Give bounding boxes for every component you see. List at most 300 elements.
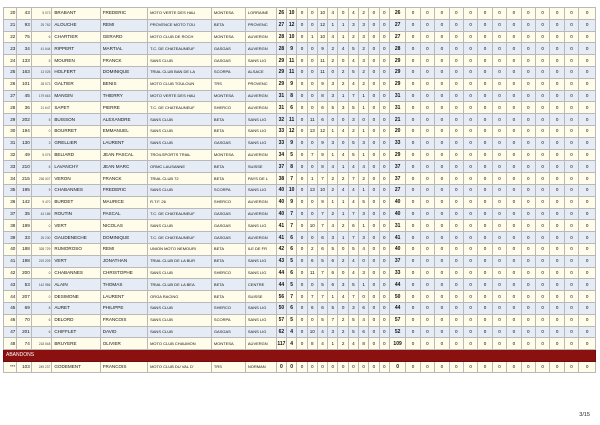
table-cell: 27 [389,19,405,31]
table-cell: 0 [420,255,434,267]
table-cell: T.C. DE CHATEAUNEUF [148,43,212,55]
table-cell: 7 [307,149,317,161]
table-cell: 50 [389,291,405,303]
table-cell: 0 [478,267,492,279]
table-cell: 0 [492,55,506,67]
table-cell: 0 [297,302,307,314]
table-cell: 0 [449,31,463,43]
table-cell: GASGAS [211,43,245,55]
table-cell: 0 [478,114,492,126]
table-cell: 0 [535,220,549,232]
table-cell: 0 [307,66,317,78]
table-cell: 0 [307,161,317,173]
table-cell: 1 [307,31,317,43]
table-cell: 117 [276,338,286,350]
table-cell: JONATHAN [100,255,147,267]
table-cell: 29 [276,55,286,67]
table-cell: 26 [276,8,286,20]
table-row [4,19,596,31]
table-cell: 0 [379,220,389,232]
table-cell: 0 [307,19,317,31]
table-cell: 0 [369,220,379,232]
table-cell: 0 [579,66,596,78]
table-cell: 7 [348,90,358,102]
table-cell: 4 [359,243,369,255]
table-cell: 0 [564,326,578,338]
table-cell: 0 [406,184,420,196]
table-cell: 9 470 [31,196,52,208]
table-cell: 0 [579,8,596,20]
table-cell: 4 [287,338,297,350]
table-cell: 6 [287,102,297,114]
table-cell: 3 [31,137,52,149]
table-cell: SANS LIG [245,302,276,314]
table-cell: 0 [564,220,578,232]
table-cell: 12 [287,125,297,137]
table-cell: 2 [328,184,338,196]
table-cell: BOURRET [52,125,100,137]
table-cell: 5 075 [31,149,52,161]
table-cell: 0 [379,137,389,149]
table-cell: SCORPA [211,66,245,78]
table-cell: 9 [287,196,297,208]
table-cell: 0 [579,173,596,185]
table-cell: 0 [535,149,549,161]
table-cell: 7 [317,291,327,303]
table-cell: 0 [297,196,307,208]
table-cell: 5 [348,137,358,149]
table-cell: 0 [492,78,506,90]
table-cell: 0 [478,66,492,78]
table-cell: 0 [535,184,549,196]
table-cell: 3 [348,114,358,126]
table-cell: 0 [435,149,449,161]
table-cell: 0 [420,161,434,173]
table-row [4,137,596,149]
table-cell: 8 [317,90,327,102]
table-cell: 6 [287,267,297,279]
table-cell: 0 [507,338,521,350]
table-cell: 179 663 [31,90,52,102]
table-cell: 0 [307,232,317,244]
table-cell: 37 [389,255,405,267]
table-cell: 0 [535,361,549,373]
table-cell: 0 [420,338,434,350]
table-cell: 0 [297,232,307,244]
table-cell: 4 [348,161,358,173]
table-cell: 0 [535,55,549,67]
table-cell: 6 [348,220,358,232]
table-cell: 0 [420,267,434,279]
table-row [4,125,596,137]
table-cell: 0 [521,8,535,20]
table-cell: 0 [564,279,578,291]
table-cell: 40 [389,243,405,255]
table-cell: 0 [478,161,492,173]
table-cell: 0 [379,66,389,78]
table-cell: 35 [4,184,17,196]
table-cell: 0 [369,279,379,291]
table-cell: 0 [579,314,596,326]
table-cell: 0 [369,173,379,185]
table-cell: 36 [4,196,17,208]
table-cell: 0 [463,184,477,196]
table-cell: 0 [535,232,549,244]
table-cell: 218 548 [31,338,52,350]
table-cell: 0 [507,326,521,338]
table-cell: 0 [463,43,477,55]
table-cell: 0 [449,208,463,220]
table-cell: 37 [389,173,405,185]
table-cell: 4 [317,338,327,350]
table-cell: 0 [478,90,492,102]
table-cell: 0 [420,137,434,149]
table-cell: 0 [521,279,535,291]
table-cell: 57 [389,314,405,326]
table-cell: 0 [406,361,420,373]
table-cell: 0 [564,8,578,20]
table-cell: 5 [328,243,338,255]
table-cell: 0 [463,125,477,137]
table-cell: 0 [338,8,348,20]
table-cell: 1 [328,338,338,350]
table-cell: 0 [379,114,389,126]
table-cell: 0 [535,279,549,291]
table-cell: 11 [287,55,297,67]
table-cell: 0 [379,149,389,161]
table-cell: TRIAL CLUB BAN DE LA [148,66,212,78]
table-cell: 6 [31,314,52,326]
table-cell: 163 [17,66,31,78]
table-cell: AUVERGN [245,90,276,102]
table-cell: 0 [420,302,434,314]
table-cell: 0 [507,66,521,78]
table-cell: 29 [389,78,405,90]
table-cell: 0 [435,255,449,267]
table-row [4,66,596,78]
table-cell: 0 [550,302,564,314]
table-cell: 0 [307,8,317,20]
table-cell: 0 [435,279,449,291]
table-cell: 29 [276,66,286,78]
table-cell: GRELLIER [52,137,100,149]
table-cell: TRS [211,78,245,90]
table-cell: 0 [535,66,549,78]
table-cell: 0 [507,8,521,20]
table-cell: SANS LIG [245,326,276,338]
table-cell: 0 [463,114,477,126]
table-cell: 6 [317,243,327,255]
table-cell: 4 [338,184,348,196]
table-cell: SANS CLUB [148,137,212,149]
table-cell: 0 [550,255,564,267]
table-cell: 0 [535,302,549,314]
table-cell: 0 [492,232,506,244]
table-cell: 5 [317,314,327,326]
results-body [4,8,596,373]
table-cell: 0 [564,196,578,208]
table-cell: 0 [379,173,389,185]
table-cell: 48 [4,338,17,350]
table-cell: PAYS DE L [245,173,276,185]
table-cell: 2 [348,31,358,43]
table-cell: 0 [379,102,389,114]
table-cell: 0 [521,102,535,114]
table-cell: 0 [379,31,389,43]
table-cell: 0 [535,267,549,279]
table-cell: 0 [449,279,463,291]
table-cell: 5 [287,279,297,291]
table-cell: 3 [328,326,338,338]
table-cell: 0 [564,232,578,244]
table-cell: 10 [317,31,327,43]
table-cell: 0 [369,338,379,350]
table-cell: 0 [379,338,389,350]
table-cell: 328 729 [31,243,52,255]
table-cell: 6 [307,255,317,267]
table-cell: 236 007 [31,173,52,185]
table-cell: VERON [52,173,100,185]
table-cell: 53 [17,279,31,291]
table-cell: 0 [420,173,434,185]
table-row [4,208,596,220]
table-cell: 0 [535,314,549,326]
table-cell: 34 [276,149,286,161]
table-cell: 0 [31,291,52,303]
table-cell: 4 [338,149,348,161]
table-cell: 0 [564,338,578,350]
table-cell: 45 [4,302,17,314]
table-cell: 0 [449,338,463,350]
table-cell: TRS [211,361,245,373]
table-cell: 2 [359,8,369,20]
table-row [4,55,596,67]
table-cell: 0 [550,291,564,303]
table-cell: 0 [463,326,477,338]
table-cell: 0 [521,243,535,255]
table-cell: ORMC LAUSANNE [148,161,212,173]
table-cell: 1 [328,19,338,31]
table-cell: FREDERIC [100,184,147,196]
table-cell: 0 [369,90,379,102]
table-cell: VERT [52,255,100,267]
table-cell: 0 [369,291,379,303]
table-cell: 7 [317,208,327,220]
table-cell: 0 [406,255,420,267]
table-cell: 142 986 [31,279,52,291]
table-cell: SHERCO [211,267,245,279]
table-cell: CHARTIER [52,31,100,43]
table-cell: 0 [535,78,549,90]
table-cell: 33 [389,137,405,149]
table-cell: 0 [478,173,492,185]
table-cell: 0 [550,338,564,350]
table-cell: 0 [297,220,307,232]
table-cell: 0 [420,149,434,161]
table-cell: 0 [379,184,389,196]
table-cell: 74 [17,338,31,350]
table-cell: 0 [463,302,477,314]
table-cell: 25 762 [31,19,52,31]
table-cell: 0 [478,314,492,326]
table-cell: 2 [338,326,348,338]
table-cell: 0 [579,78,596,90]
table-cell: 13 [307,184,317,196]
table-row [4,267,596,279]
table-cell: 0 [463,338,477,350]
table-cell: PASCAL [100,208,147,220]
table-cell: 0 [435,338,449,350]
table-cell: 9 [317,149,327,161]
table-cell: 27 [4,90,17,102]
table-cell: LAURENT [100,137,147,149]
table-cell: MOTO CLUB CHAUMON [148,338,212,350]
table-cell: 0 [420,31,434,43]
table-cell: 0 [406,232,420,244]
table-cell: 0 [478,8,492,20]
table-cell: 0 [521,31,535,43]
table-cell: 0 [369,31,379,43]
table-cell: TRIAL CLUB 72 [148,173,212,185]
table-cell: 0 [550,326,564,338]
table-cell: 4 [338,125,348,137]
table-cell: 0 [579,267,596,279]
table-cell: FRANCK [100,173,147,185]
table-cell: 0 [297,338,307,350]
table-cell: 210 [17,161,31,173]
table-cell: SANS CLUB [148,326,212,338]
table-cell: MONTESA [211,8,245,20]
table-cell: 35 [17,208,31,220]
table-cell: 0 [521,255,535,267]
table-cell: 0 [535,291,549,303]
table-cell: SANS CLUB [148,125,212,137]
table-cell: 0 [307,361,317,373]
table-cell: 0 [579,125,596,137]
table-cell: 0 [297,291,307,303]
table-cell: 0 [406,173,420,185]
table-cell: 2 [328,208,338,220]
table-cell: 0 [478,338,492,350]
table-cell: R.T.F. 26 [148,196,212,208]
table-cell: 0 [379,43,389,55]
table-cell: 62 [276,326,286,338]
table-cell: 5 [31,114,52,126]
table-cell: 0 [328,361,338,373]
table-cell: 10 [317,8,327,20]
table-cell: 0 [478,125,492,137]
table-cell: SANS LIG [245,114,276,126]
table-cell: 21 [389,114,405,126]
table-cell: 5 [317,279,327,291]
table-cell: 0 [338,114,348,126]
table-cell: 44 [276,267,286,279]
table-cell: T.C. DE CHATEAUNEUF [148,208,212,220]
table-cell: 0 [435,267,449,279]
table-cell: 0 [379,243,389,255]
table-cell: 0 [492,279,506,291]
table-cell: 0 [463,161,477,173]
table-cell: 0 [369,149,379,161]
table-cell: 0 [435,184,449,196]
table-row [4,8,596,20]
table-cell: 0 [507,220,521,232]
table-cell: 0 [492,208,506,220]
table-cell: 0 [507,255,521,267]
table-cell: 0 [507,43,521,55]
table-cell: 0 [564,184,578,196]
table-cell: 3 [328,90,338,102]
table-cell: LAVANCHY [52,161,100,173]
table-cell: 0 [564,208,578,220]
table-cell: 0 [564,78,578,90]
table-cell: 0 [406,161,420,173]
table-cell: 0 [463,173,477,185]
table-cell: 29 [276,78,286,90]
table-cell: 0 [463,314,477,326]
table-cell: 2 [359,66,369,78]
table-cell: 2 [328,43,338,55]
table-cell: AUVERGN [245,102,276,114]
table-cell: 3 [359,137,369,149]
table-cell: 0 [507,161,521,173]
table-cell: SANS CLUB [148,220,212,232]
table-cell: 3 [359,19,369,31]
table-cell: RIPPERT [52,43,100,55]
table-cell: 0 [564,66,578,78]
table-cell: 0 [463,279,477,291]
table-row [4,90,596,102]
table-cell: CHRISTOPHE [100,267,147,279]
table-cell: 0 [338,137,348,149]
table-cell: TROILSPORTS TRIAL [148,149,212,161]
table-cell: UNION MOTO NEMOURI [148,243,212,255]
table-cell: 0 [297,114,307,126]
table-cell: 0 [463,243,477,255]
table-cell: AUVERGN [245,43,276,55]
table-cell: AUVERGN [245,338,276,350]
table-cell: 7 [317,220,327,232]
table-cell: BRABANT [52,8,100,20]
table-cell: 0 [31,220,52,232]
table-cell: 2 [328,55,338,67]
table-cell: 0 [535,173,549,185]
table-cell: 6 [317,302,327,314]
table-cell: 6 [31,326,52,338]
table-cell: 33 [389,267,405,279]
table-cell: 0 [535,114,549,126]
table-cell: 0 [535,125,549,137]
table-cell: 0 [369,137,379,149]
table-cell: 0 [406,8,420,20]
table-cell: 5 [348,326,358,338]
table-cell: TRIAL CLUB DE LA BEA [148,279,212,291]
table-cell: 20 [4,8,17,20]
table-cell: MONTESA [211,149,245,161]
table-cell: 0 [550,314,564,326]
table-cell: 0 [579,232,596,244]
table-cell: PHILIPPE [100,302,147,314]
table-cell: 0 [535,102,549,114]
table-cell: 0 [579,102,596,114]
table-cell: 7 [348,232,358,244]
table-cell: 28 573 [31,78,52,90]
table-cell: 42 [4,267,17,279]
table-cell: 0 [507,291,521,303]
table-cell: FRANCOIS [100,314,147,326]
table-cell: 198 [17,255,31,267]
table-cell: 0 [535,43,549,55]
